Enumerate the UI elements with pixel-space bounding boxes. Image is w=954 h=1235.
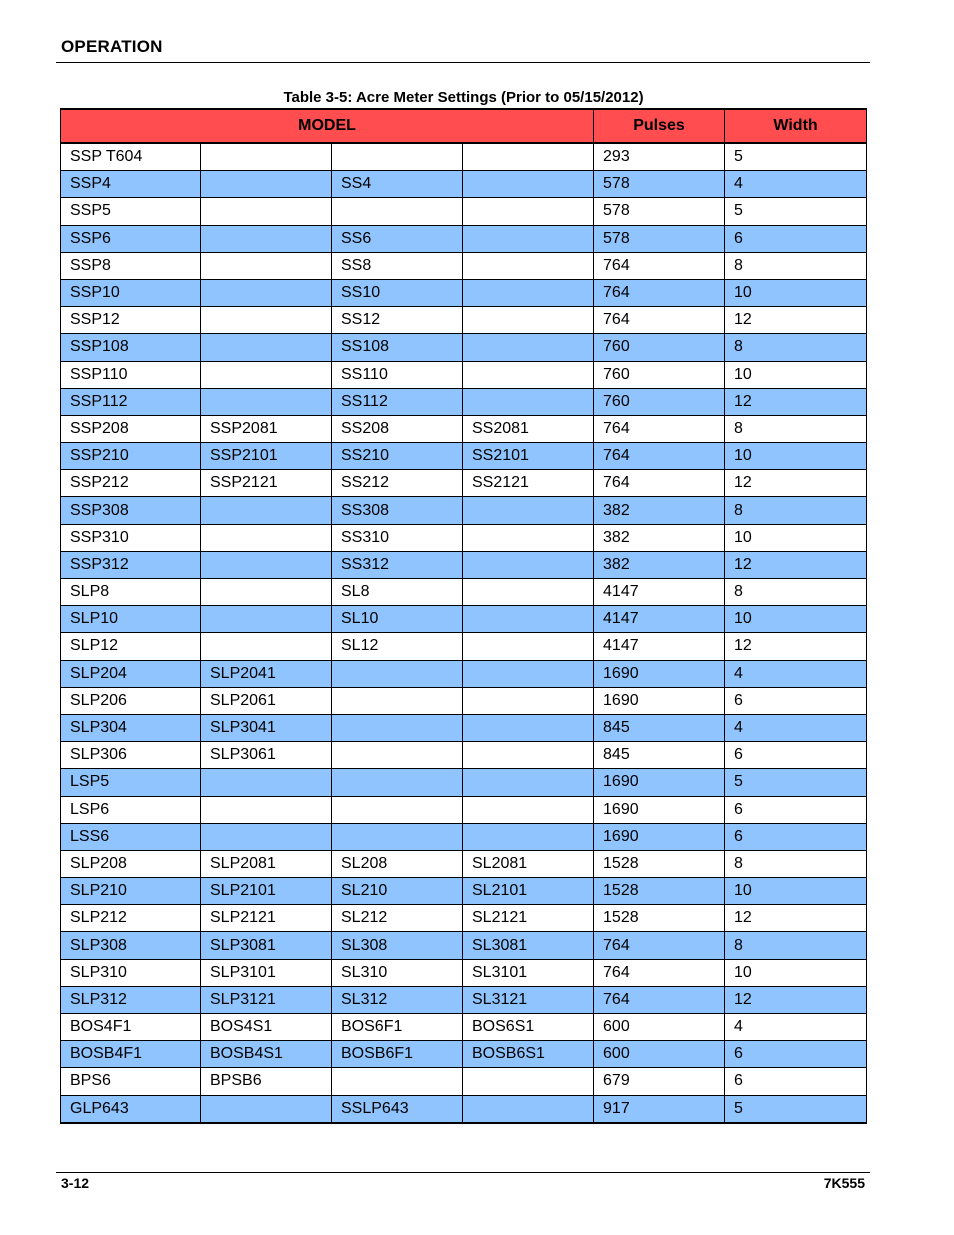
- table-cell: SSP2101: [201, 443, 332, 470]
- table-cell: 764: [594, 443, 725, 470]
- table-cell: SLP306: [61, 742, 201, 769]
- table-cell: SLP208: [61, 850, 201, 877]
- table-cell: 1690: [594, 660, 725, 687]
- table-cell: SL3101: [463, 959, 594, 986]
- table-cell: BOS4F1: [61, 1014, 201, 1041]
- table-cell: [201, 633, 332, 660]
- table-row: [61, 334, 867, 361]
- table-row: [61, 823, 867, 850]
- table-cell: [463, 361, 594, 388]
- table-cell: SL3121: [463, 986, 594, 1013]
- table-cell: 6: [725, 225, 867, 252]
- table-cell: SSP308: [61, 497, 201, 524]
- table-cell: 845: [594, 714, 725, 741]
- table-row: [61, 443, 867, 470]
- table-cell: 12: [725, 307, 867, 334]
- table-cell: 1528: [594, 878, 725, 905]
- table-cell: [201, 551, 332, 578]
- table-cell: SS112: [332, 388, 463, 415]
- table-cell: SLP210: [61, 878, 201, 905]
- table-cell: 8: [725, 497, 867, 524]
- table-row: [61, 279, 867, 306]
- table-row: [61, 986, 867, 1013]
- table-cell: [463, 225, 594, 252]
- table-row: [61, 524, 867, 551]
- table-row: [61, 579, 867, 606]
- table-cell: SLP304: [61, 714, 201, 741]
- table-cell: 578: [594, 225, 725, 252]
- table-cell: 6: [725, 823, 867, 850]
- table-row: [61, 714, 867, 741]
- table-cell: 293: [594, 143, 725, 171]
- table-cell: 10: [725, 606, 867, 633]
- table-cell: SLP3121: [201, 986, 332, 1013]
- table-cell: SSP312: [61, 551, 201, 578]
- table-cell: 764: [594, 986, 725, 1013]
- table-cell: SS8: [332, 252, 463, 279]
- table-cell: 10: [725, 524, 867, 551]
- table-cell: 12: [725, 633, 867, 660]
- table-cell: [201, 198, 332, 225]
- table-cell: 8: [725, 415, 867, 442]
- table-row: [61, 551, 867, 578]
- table-cell: SL210: [332, 878, 463, 905]
- table-cell: [201, 1095, 332, 1123]
- table-cell: [201, 307, 332, 334]
- table-cell: 4: [725, 714, 867, 741]
- table-cell: 764: [594, 470, 725, 497]
- table-cell: GLP643: [61, 1095, 201, 1123]
- table-cell: 8: [725, 334, 867, 361]
- table-row: [61, 1014, 867, 1041]
- table-cell: [201, 606, 332, 633]
- table-cell: [332, 1068, 463, 1095]
- table-cell: [201, 143, 332, 171]
- table-cell: 1690: [594, 796, 725, 823]
- table-cell: SLP2081: [201, 850, 332, 877]
- page-number: 3-12: [61, 1175, 90, 1191]
- table-cell: [463, 143, 594, 171]
- table-cell: SSP112: [61, 388, 201, 415]
- table-cell: SL312: [332, 986, 463, 1013]
- section-title: OPERATION: [61, 37, 163, 56]
- table-cell: 760: [594, 388, 725, 415]
- header-divider: [56, 62, 870, 63]
- table-cell: SSP2081: [201, 415, 332, 442]
- table-row: [61, 470, 867, 497]
- table-cell: [463, 796, 594, 823]
- table-cell: 600: [594, 1041, 725, 1068]
- table-cell: SL2121: [463, 905, 594, 932]
- table-cell: [201, 769, 332, 796]
- table-row: [61, 905, 867, 932]
- table-cell: SS208: [332, 415, 463, 442]
- table-cell: SS2121: [463, 470, 594, 497]
- table-cell: 760: [594, 334, 725, 361]
- table-cell: 5: [725, 198, 867, 225]
- table-cell: SLP3081: [201, 932, 332, 959]
- table-cell: SS312: [332, 551, 463, 578]
- table-cell: 6: [725, 1041, 867, 1068]
- table-cell: [332, 823, 463, 850]
- table-cell: SLP3041: [201, 714, 332, 741]
- table-cell: SLP2101: [201, 878, 332, 905]
- table-cell: 12: [725, 388, 867, 415]
- table-cell: [463, 279, 594, 306]
- table-cell: 8: [725, 252, 867, 279]
- table-cell: [463, 334, 594, 361]
- table-cell: 4147: [594, 579, 725, 606]
- table-cell: BOSB6F1: [332, 1041, 463, 1068]
- table-cell: 764: [594, 252, 725, 279]
- table-row: [61, 959, 867, 986]
- table-cell: [463, 252, 594, 279]
- table-cell: SL2101: [463, 878, 594, 905]
- table-cell: 6: [725, 687, 867, 714]
- table-cell: SSP310: [61, 524, 201, 551]
- table-cell: 764: [594, 415, 725, 442]
- table-cell: 4147: [594, 633, 725, 660]
- table-cell: LSP6: [61, 796, 201, 823]
- table-cell: LSS6: [61, 823, 201, 850]
- table-cell: 12: [725, 986, 867, 1013]
- table-cell: [463, 497, 594, 524]
- table-cell: [463, 823, 594, 850]
- table-cell: [463, 307, 594, 334]
- table-cell: SSP210: [61, 443, 201, 470]
- table-row: [61, 1068, 867, 1095]
- table-row: [61, 633, 867, 660]
- table-cell: 6: [725, 796, 867, 823]
- table-cell: 382: [594, 497, 725, 524]
- table-cell: BPS6: [61, 1068, 201, 1095]
- table-cell: SSP6: [61, 225, 201, 252]
- table-cell: 578: [594, 171, 725, 198]
- table-cell: SSP12: [61, 307, 201, 334]
- table-row: [61, 143, 867, 171]
- table-cell: [463, 633, 594, 660]
- table-cell: 1690: [594, 769, 725, 796]
- table-row: [61, 361, 867, 388]
- table-cell: 917: [594, 1095, 725, 1123]
- table-cell: 1690: [594, 687, 725, 714]
- table-cell: 4: [725, 1014, 867, 1041]
- table-body: [61, 143, 867, 1123]
- table-row: [61, 742, 867, 769]
- table-cell: [201, 796, 332, 823]
- table-row: [61, 1095, 867, 1123]
- table-cell: 8: [725, 579, 867, 606]
- table-cell: [332, 687, 463, 714]
- table-row: [61, 796, 867, 823]
- table-caption: Table 3-5: Acre Meter Settings (Prior to 05/15/2012): [283, 89, 644, 106]
- table-cell: [463, 606, 594, 633]
- table-row: [61, 850, 867, 877]
- table-cell: SL212: [332, 905, 463, 932]
- table-cell: LSP5: [61, 769, 201, 796]
- table-cell: 382: [594, 524, 725, 551]
- table-cell: SS212: [332, 470, 463, 497]
- table-cell: 4: [725, 660, 867, 687]
- table-cell: BOSB6S1: [463, 1041, 594, 1068]
- document-id: 7K555: [823, 1175, 865, 1191]
- table-cell: 1690: [594, 823, 725, 850]
- table-cell: BOSB4S1: [201, 1041, 332, 1068]
- table-cell: SS110: [332, 361, 463, 388]
- table-cell: 5: [725, 769, 867, 796]
- table-cell: SSP5: [61, 198, 201, 225]
- table-cell: [463, 524, 594, 551]
- table-cell: SLP312: [61, 986, 201, 1013]
- table-cell: SLP8: [61, 579, 201, 606]
- table-cell: BOS6S1: [463, 1014, 594, 1041]
- table-cell: SS6: [332, 225, 463, 252]
- column-header-pulses: Pulses: [594, 109, 725, 143]
- table-cell: [463, 171, 594, 198]
- table-cell: BOSB4F1: [61, 1041, 201, 1068]
- table-cell: 1528: [594, 850, 725, 877]
- table-cell: 10: [725, 443, 867, 470]
- table-row: [61, 769, 867, 796]
- table-cell: 5: [725, 1095, 867, 1123]
- table-row: [61, 171, 867, 198]
- table-cell: 10: [725, 878, 867, 905]
- table-cell: SLP3101: [201, 959, 332, 986]
- table-row: [61, 606, 867, 633]
- table-cell: SSP10: [61, 279, 201, 306]
- table-cell: SS310: [332, 524, 463, 551]
- table-cell: 679: [594, 1068, 725, 1095]
- table-row: [61, 1041, 867, 1068]
- table-cell: [201, 497, 332, 524]
- table-cell: SS10: [332, 279, 463, 306]
- table-row: [61, 878, 867, 905]
- table-cell: [332, 198, 463, 225]
- table-cell: 10: [725, 361, 867, 388]
- table-cell: [201, 579, 332, 606]
- table-cell: 4: [725, 171, 867, 198]
- table-row: [61, 660, 867, 687]
- table-cell: SL208: [332, 850, 463, 877]
- table-cell: [463, 660, 594, 687]
- table-cell: SSP110: [61, 361, 201, 388]
- column-header-model: MODEL: [61, 109, 594, 143]
- table-cell: SSP4: [61, 171, 201, 198]
- table-cell: SS12: [332, 307, 463, 334]
- table-cell: SLP308: [61, 932, 201, 959]
- table-cell: SS2081: [463, 415, 594, 442]
- table-cell: SL308: [332, 932, 463, 959]
- table-cell: [463, 769, 594, 796]
- table-cell: 764: [594, 307, 725, 334]
- table-cell: SL12: [332, 633, 463, 660]
- table-cell: [463, 551, 594, 578]
- table-row: [61, 932, 867, 959]
- table-cell: BPSB6: [201, 1068, 332, 1095]
- table-cell: [463, 579, 594, 606]
- table-cell: SSP2121: [201, 470, 332, 497]
- table-cell: 12: [725, 551, 867, 578]
- table-cell: [332, 796, 463, 823]
- table-cell: [201, 524, 332, 551]
- table-row: [61, 497, 867, 524]
- table-cell: 382: [594, 551, 725, 578]
- table-cell: 10: [725, 959, 867, 986]
- table-cell: SL8: [332, 579, 463, 606]
- column-header-width: Width: [725, 109, 867, 143]
- table-cell: [201, 252, 332, 279]
- table-cell: [463, 714, 594, 741]
- table-cell: SL2081: [463, 850, 594, 877]
- table-cell: SLP3061: [201, 742, 332, 769]
- table-cell: [201, 279, 332, 306]
- table-cell: [463, 687, 594, 714]
- table-cell: SLP206: [61, 687, 201, 714]
- table-cell: SL10: [332, 606, 463, 633]
- table-row: [61, 388, 867, 415]
- table-cell: SLP10: [61, 606, 201, 633]
- table-row: [61, 198, 867, 225]
- table-cell: 10: [725, 279, 867, 306]
- table-cell: 600: [594, 1014, 725, 1041]
- table-cell: 764: [594, 932, 725, 959]
- table-cell: [463, 742, 594, 769]
- table-cell: 5: [725, 143, 867, 171]
- table-cell: 764: [594, 279, 725, 306]
- table-cell: SSP8: [61, 252, 201, 279]
- table-cell: SLP2061: [201, 687, 332, 714]
- table-cell: SS108: [332, 334, 463, 361]
- table-cell: SLP12: [61, 633, 201, 660]
- table-cell: [201, 361, 332, 388]
- table-cell: [463, 198, 594, 225]
- table-cell: 8: [725, 932, 867, 959]
- table-cell: 764: [594, 959, 725, 986]
- table-cell: 1528: [594, 905, 725, 932]
- table-cell: 760: [594, 361, 725, 388]
- table-cell: [201, 334, 332, 361]
- table-cell: SLP2121: [201, 905, 332, 932]
- table-cell: [332, 769, 463, 796]
- table-cell: [463, 388, 594, 415]
- table-cell: [463, 1095, 594, 1123]
- table-cell: SSLP643: [332, 1095, 463, 1123]
- table-cell: [332, 714, 463, 741]
- table-cell: SSP T604: [61, 143, 201, 171]
- table-cell: 578: [594, 198, 725, 225]
- table-cell: BOS4S1: [201, 1014, 332, 1041]
- table-cell: BOS6F1: [332, 1014, 463, 1041]
- acre-meter-settings-table: [60, 108, 867, 1124]
- table-cell: SSP108: [61, 334, 201, 361]
- footer-divider: [56, 1172, 870, 1173]
- table-cell: 6: [725, 742, 867, 769]
- table-cell: SL3081: [463, 932, 594, 959]
- table-cell: SS210: [332, 443, 463, 470]
- table-cell: SSP208: [61, 415, 201, 442]
- table-cell: SS4: [332, 171, 463, 198]
- table-cell: 845: [594, 742, 725, 769]
- table-row: [61, 307, 867, 334]
- table-cell: [332, 143, 463, 171]
- table-cell: SL310: [332, 959, 463, 986]
- table-cell: SS308: [332, 497, 463, 524]
- table-cell: [201, 823, 332, 850]
- table-cell: SLP204: [61, 660, 201, 687]
- table-cell: SLP2041: [201, 660, 332, 687]
- table-header-row: [61, 109, 867, 143]
- table-cell: 4147: [594, 606, 725, 633]
- table-cell: 8: [725, 850, 867, 877]
- table-row: [61, 415, 867, 442]
- table-cell: 12: [725, 470, 867, 497]
- table-cell: SLP212: [61, 905, 201, 932]
- table-cell: [201, 171, 332, 198]
- table-cell: [332, 742, 463, 769]
- table-cell: SS2101: [463, 443, 594, 470]
- table-cell: 6: [725, 1068, 867, 1095]
- table-row: [61, 252, 867, 279]
- table-cell: [332, 660, 463, 687]
- table-cell: [463, 1068, 594, 1095]
- table-cell: [201, 388, 332, 415]
- table-cell: SSP212: [61, 470, 201, 497]
- table-cell: 12: [725, 905, 867, 932]
- table-row: [61, 225, 867, 252]
- table-cell: SLP310: [61, 959, 201, 986]
- table-row: [61, 687, 867, 714]
- table-cell: [201, 225, 332, 252]
